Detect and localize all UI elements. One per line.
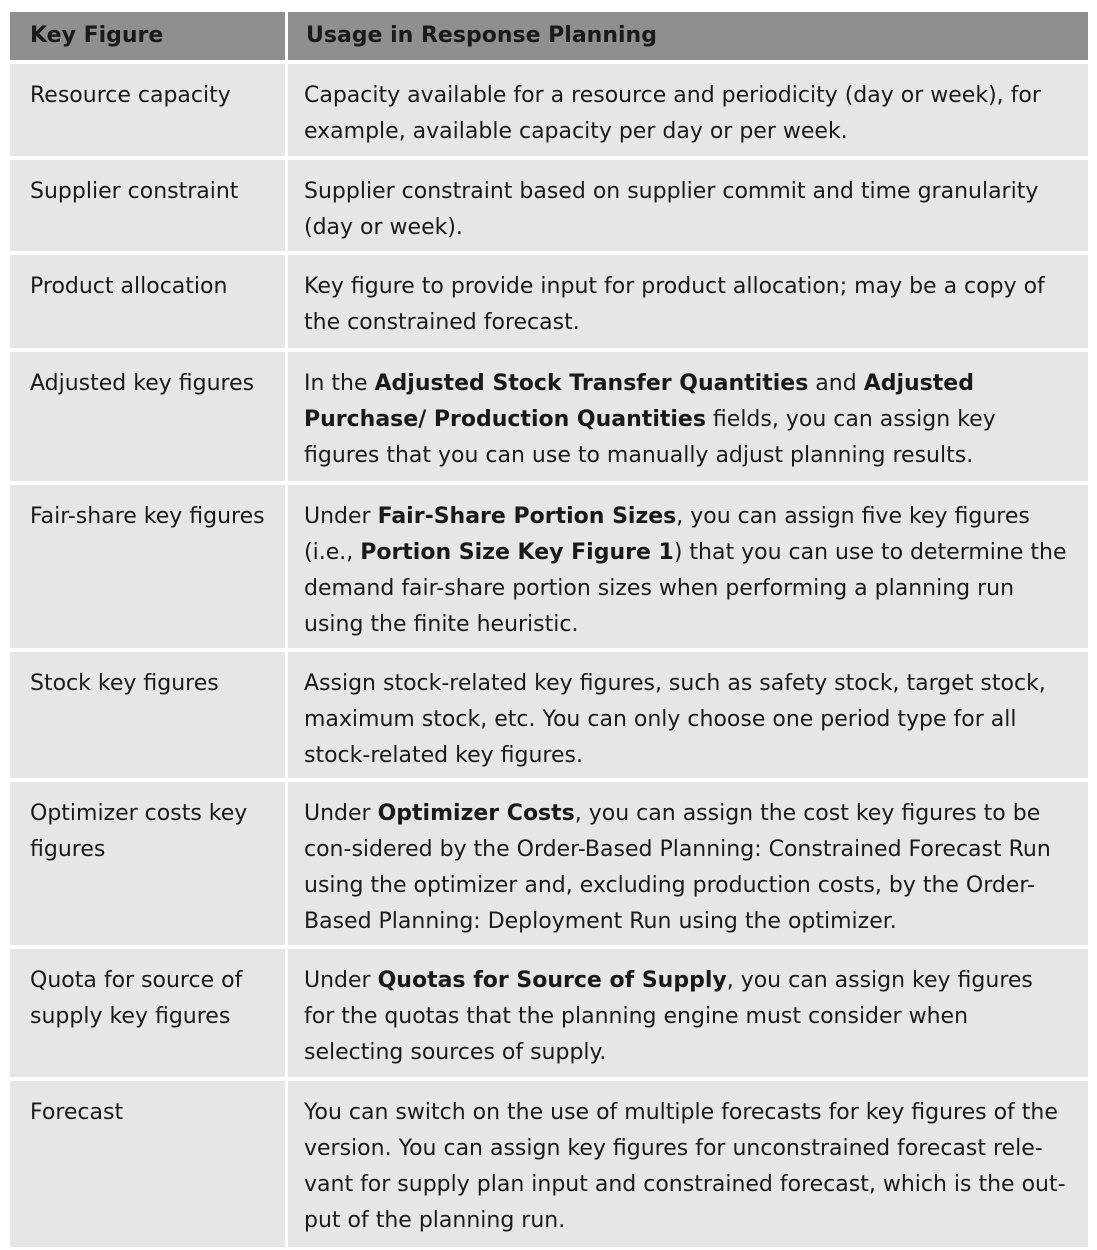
usage-bold-text: Quotas for Source of Supply xyxy=(377,968,727,993)
key-figure-cell: Optimizer costs key figures xyxy=(10,782,288,945)
usage-text: fields, you can assign key figures that you can use to manually adjust planning results. xyxy=(304,407,996,468)
usage-text: Under xyxy=(304,968,378,993)
usage-cell xyxy=(288,160,1088,251)
usage-bold-text: Portion Size Key Figure 1 xyxy=(360,540,674,565)
table-row xyxy=(10,160,1088,255)
usage-text: You can switch on the use of multiple forecasts for key figures of the version. You can assign key figures for unconstrained forecast rele-vant for supply plan input and constrained forecast, which is the out-put of the planning run. xyxy=(304,1100,1066,1233)
usage-cell xyxy=(288,64,1088,156)
usage-text: Supplier constraint based on supplier commit and time granularity (day or week). xyxy=(304,179,1039,240)
usage-text: Assign stock-related key figures, such as safety stock, target stock, maximum stock, etc. You can only choose one period type for all stock-related key figures. xyxy=(304,671,1046,768)
usage-cell xyxy=(288,652,1088,778)
usage-text: Capacity available for a resource and periodicity (day or week), for example, available capacity per day or per week. xyxy=(304,83,1041,144)
usage-bold-text: Optimizer Costs xyxy=(377,801,575,826)
usage-bold-text: Adjusted Purchase/ Production Quantities xyxy=(304,371,974,432)
table-row xyxy=(10,782,1088,949)
table-row xyxy=(10,949,1088,1081)
header-usage: Usage in Response Planning xyxy=(306,23,657,48)
usage-bold-text: Adjusted Stock Transfer Quantities xyxy=(374,371,809,396)
key-figure-cell: Product allocation xyxy=(10,255,288,348)
usage-cell xyxy=(288,352,1088,481)
usage-cell xyxy=(288,255,1088,348)
key-figure-cell: Resource capacity xyxy=(10,64,288,156)
key-figure-table xyxy=(10,12,1088,1247)
usage-text: Under xyxy=(304,801,378,826)
key-figure-cell: Supplier constraint xyxy=(10,160,288,251)
header-key-figure: Key Figure xyxy=(10,10,288,62)
table-header-row xyxy=(10,12,1088,64)
usage-text: ) that you can use to determine the demand fair-share portion sizes when performing a planning run using the finite heuristic. xyxy=(304,540,1067,637)
key-figure-cell: Quota for source of supply key figures xyxy=(10,949,288,1077)
usage-text: , you can assign key figures for the quotas that the planning engine must consider when selecting sources of supply. xyxy=(304,968,1033,1065)
table-row xyxy=(10,64,1088,160)
usage-cell xyxy=(288,1081,1088,1247)
key-figure-cell: Stock key figures xyxy=(10,652,288,778)
table-row xyxy=(10,652,1088,782)
table-row xyxy=(10,485,1088,652)
usage-cell xyxy=(288,485,1088,648)
key-figure-cell: Forecast xyxy=(10,1081,288,1247)
table-row xyxy=(10,255,1088,352)
usage-text: Key figure to provide input for product allocation; may be a copy of the constrained forecast. xyxy=(304,274,1045,335)
table-row xyxy=(10,352,1088,485)
usage-text: and xyxy=(808,371,864,396)
usage-text: , you can assign the cost key figures to be con-sidered by the Order-Based Planning: Constrained Forecast Run using the optimizer and, excluding production costs, by the Order-Based Planning: Deployment Run using the optimizer. xyxy=(304,801,1051,934)
usage-text: Under xyxy=(304,504,378,529)
usage-text: In the xyxy=(304,371,375,396)
table-row xyxy=(10,1081,1088,1247)
key-figure-cell: Adjusted key figures xyxy=(10,352,288,481)
usage-text: , you can assign five key figures (i.e., xyxy=(304,504,1030,565)
usage-cell xyxy=(288,949,1088,1077)
key-figure-cell: Fair-share key figures xyxy=(10,485,288,648)
usage-cell xyxy=(288,782,1088,945)
usage-bold-text: Fair-Share Portion Sizes xyxy=(377,504,677,529)
